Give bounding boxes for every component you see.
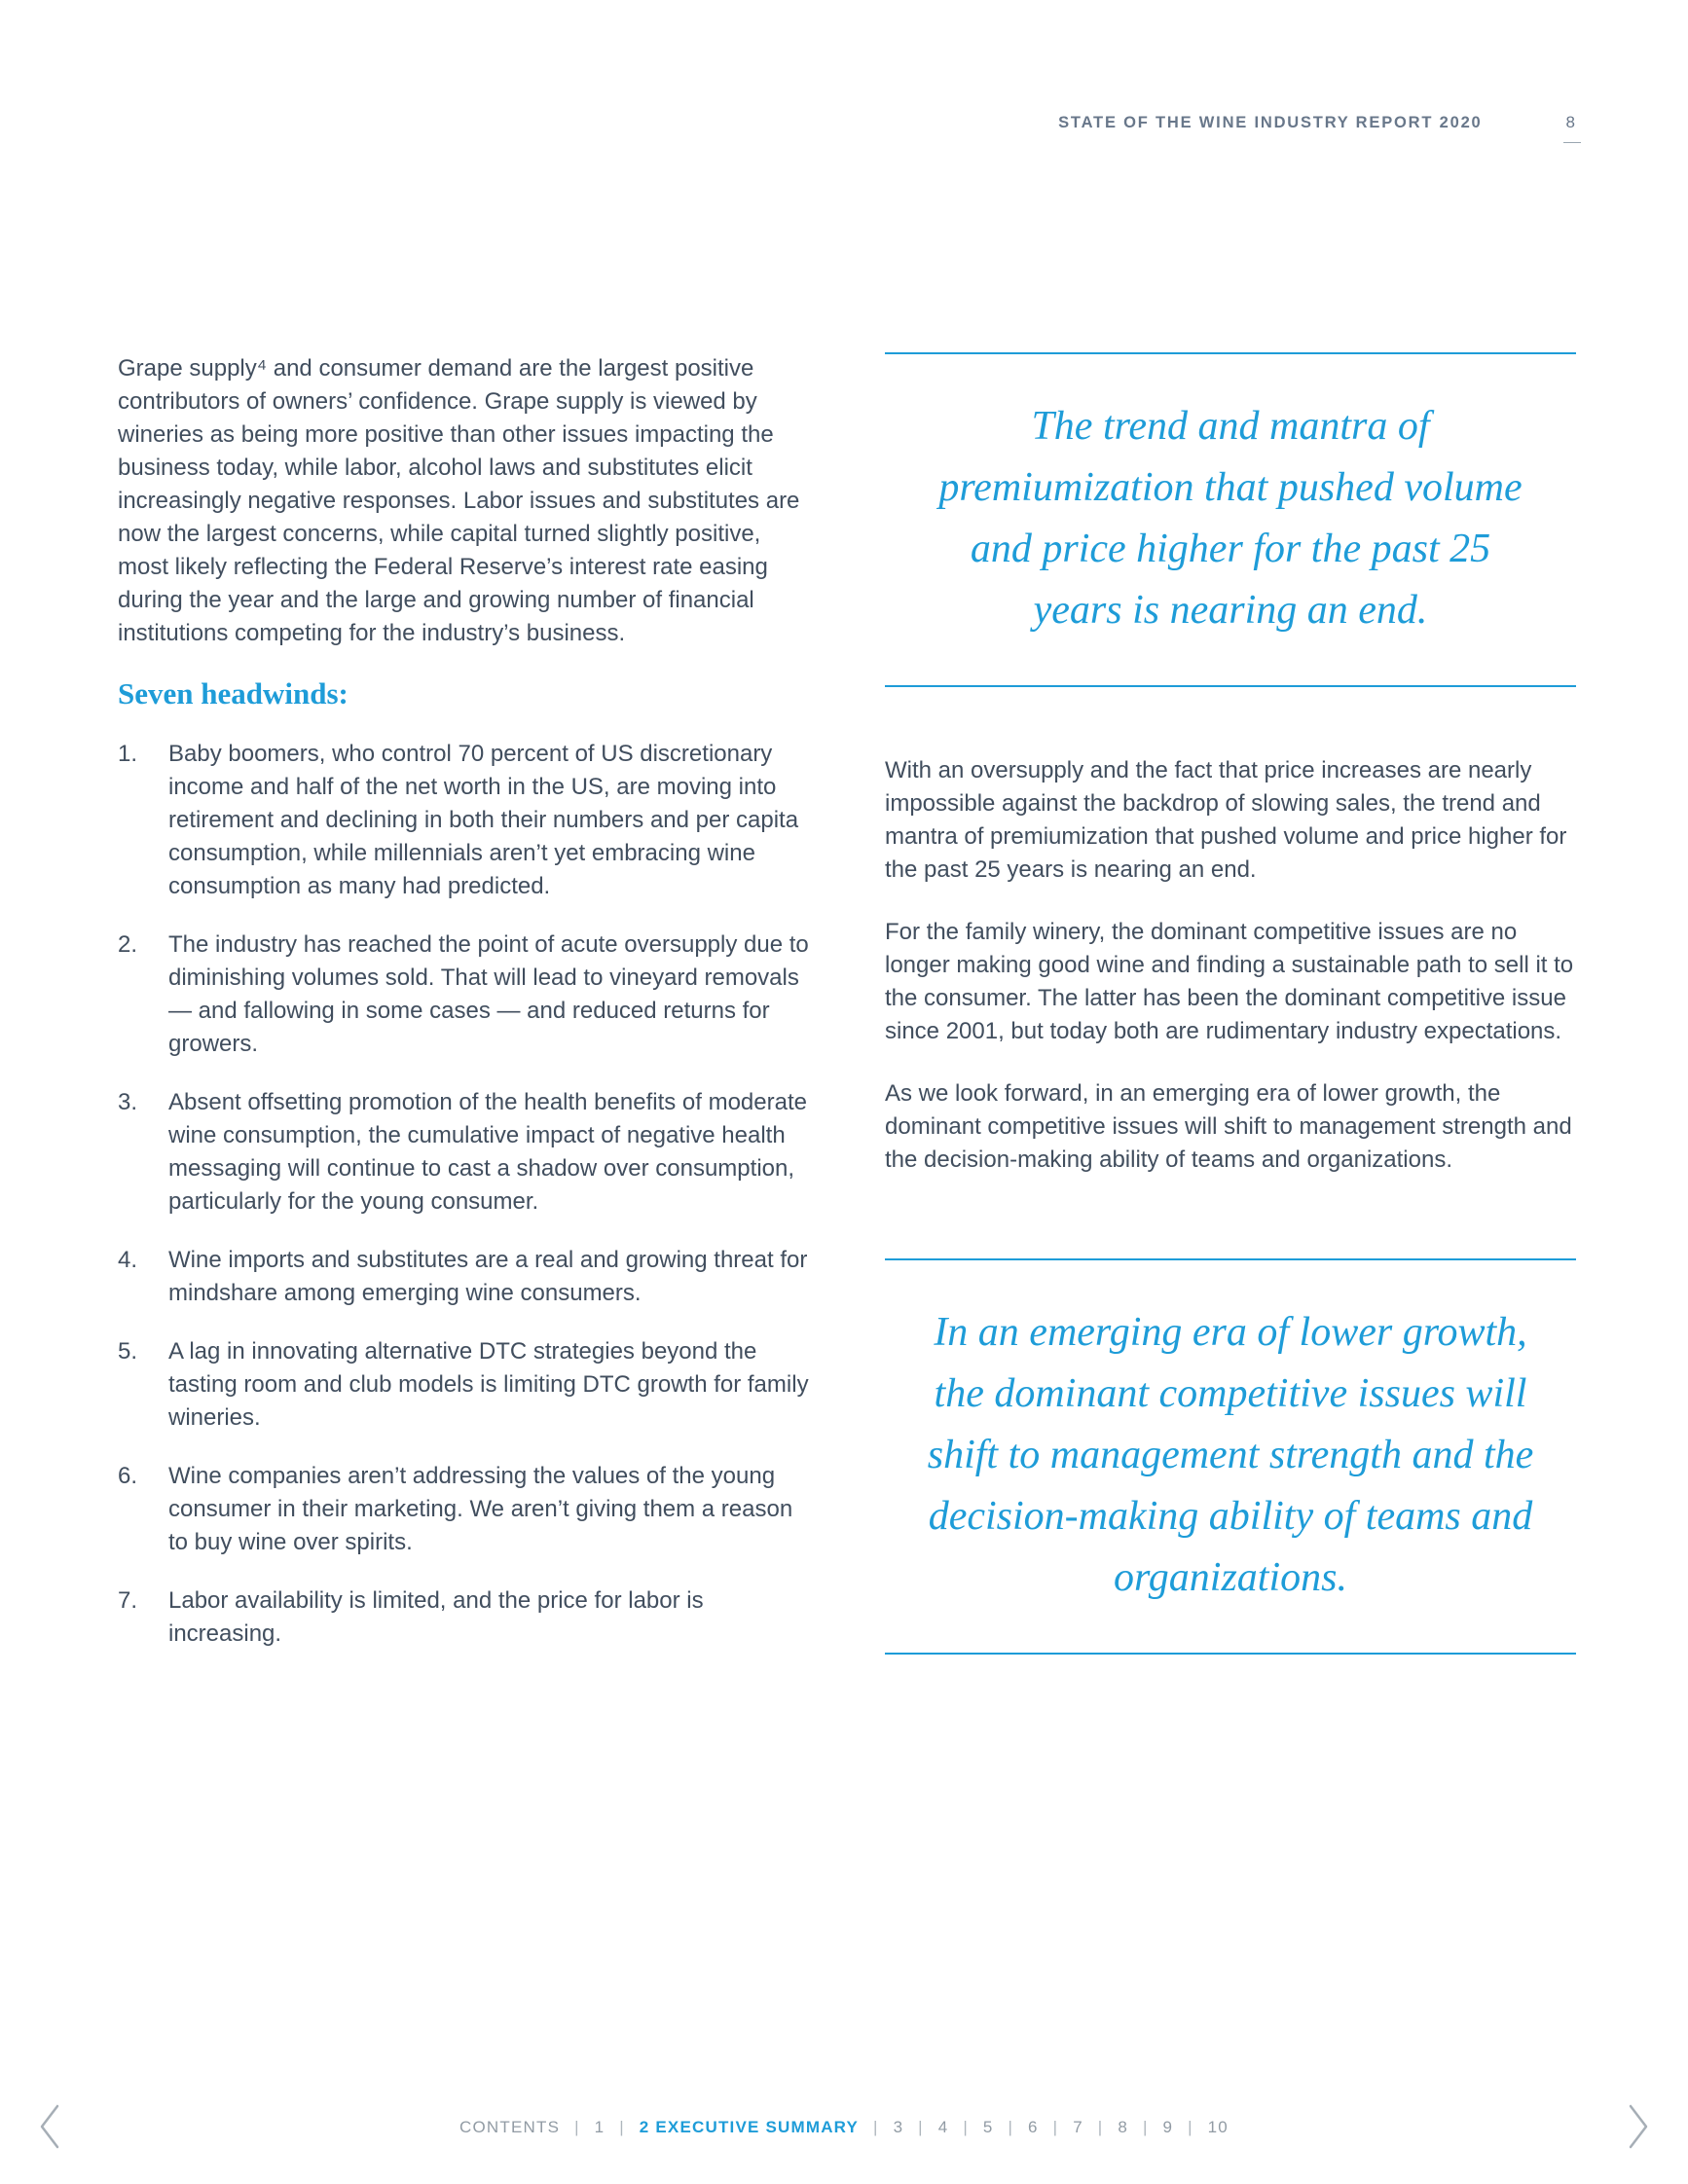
headwind-number: 3. xyxy=(118,1089,138,1115)
footer-separator: | xyxy=(1188,2118,1193,2136)
intro-paragraph: Grape supply⁴ and consumer demand are the largest positive contributors of owners’ confidence. Grape supply is viewed by wineries as being more positive than other issues impacting the business today, while labor, alcohol laws and substitutes elicit increasingly negative responses. Labor issues and substitutes are now the largest concerns, while capital turned slightly positive, most likely reflecting the Federal Reserve’s interest rate easing during the year and the large and growing number of financial institutions competing for the industry’s business. xyxy=(118,355,800,646)
headwind-item-2 xyxy=(118,928,809,1061)
footer-pagination xyxy=(0,2118,1688,2137)
headwind-text: Wine imports and substitutes are a real and growing threat for mindshare among emerging wine consumers. xyxy=(168,1247,808,1306)
footer-link-5[interactable]: 5 xyxy=(982,2118,994,2136)
headwind-item-3 xyxy=(118,1086,809,1219)
headwinds-list xyxy=(118,738,809,1651)
right-paragraph-3: As we look forward, in an emerging era of lower growth, the dominant competitive issues will shift to management strength and the decision-making ability of teams and organizations. xyxy=(885,1080,1572,1173)
page-number: 8 xyxy=(1565,113,1575,131)
headwind-text: The industry has reached the point of acute oversupply due to diminishing volumes sold. That will lead to vineyard removals — and fallowing in some cases — and reduced returns for growers. xyxy=(168,931,809,1057)
footer-separator: | xyxy=(918,2118,924,2136)
seven-headwinds-heading: Seven headwinds: xyxy=(118,676,349,710)
right-paragraph-1: With an oversupply and the fact that price increases are nearly impossible against the backdrop of slowing sales, the trend and mantra of premiumization that pushed volume and price higher for the past 25 years is nearing an end. xyxy=(885,757,1567,883)
footer-separator: | xyxy=(574,2118,580,2136)
headwind-text: Absent offsetting promotion of the health benefits of moderate wine consumption, the cumulative impact of negative health messaging will continue to cast a shadow over consumption, particularly for the young consumer. xyxy=(168,1089,807,1215)
headwind-text: Wine companies aren’t addressing the values of the young consumer in their marketing. We aren’t giving them a reason to buy wine over spirits. xyxy=(168,1463,793,1555)
page-header xyxy=(1058,113,1575,132)
pull-quote-premiumization xyxy=(885,352,1576,687)
headwind-number: 4. xyxy=(118,1247,138,1273)
pull-quote-text: In an emerging era of lower growth, the dominant competitive issues will shift to management strength and the decision-making ability of teams and organizations. xyxy=(927,1310,1534,1600)
footer-link-9[interactable]: 9 xyxy=(1162,2118,1174,2136)
footer-link-7[interactable]: 7 xyxy=(1073,2118,1083,2136)
footer-separator: | xyxy=(873,2118,879,2136)
content-columns xyxy=(118,352,1576,1676)
headwind-item-4 xyxy=(118,1244,809,1310)
footer-link-8[interactable]: 8 xyxy=(1118,2118,1128,2136)
footer-separator: | xyxy=(619,2118,625,2136)
headwind-number: 2. xyxy=(118,931,138,958)
footer-link-1[interactable]: 1 xyxy=(594,2118,605,2136)
footer-link-4[interactable]: 4 xyxy=(937,2118,949,2136)
headwind-number: 6. xyxy=(118,1463,138,1489)
footer-separator: | xyxy=(1142,2118,1149,2136)
headwind-text: Baby boomers, who control 70 percent of US discretionary income and half of the net worth in the US, are moving into retirement and declining in both their numbers and per capita consumption, while millennials aren’t yet embracing wine consumption as many had predicted. xyxy=(168,741,799,899)
right-paragraph-2: For the family winery, the dominant competitive issues are no longer making good wine and finding a sustainable path to sell it to the consumer. The latter has been the dominant competitive issue since 2001, but today both are rudimentary industry expectations. xyxy=(885,919,1574,1044)
headwind-item-5 xyxy=(118,1335,809,1435)
footer-link-2-executive-summary[interactable]: 2 EXECUTIVE SUMMARY xyxy=(639,2118,860,2136)
headwind-item-7 xyxy=(118,1584,809,1651)
footer-link-6[interactable]: 6 xyxy=(1028,2118,1039,2136)
left-column xyxy=(118,352,809,1676)
footer-separator: | xyxy=(1008,2118,1014,2136)
headwind-number: 5. xyxy=(118,1338,138,1365)
headwind-item-1 xyxy=(118,738,809,903)
next-page-chevron-icon[interactable] xyxy=(1626,2102,1651,2151)
footer-separator: | xyxy=(963,2118,969,2136)
headwind-number: 1. xyxy=(118,741,138,767)
headwind-text: Labor availability is limited, and the price for labor is increasing. xyxy=(168,1587,704,1647)
report-title: STATE OF THE WINE INDUSTRY REPORT 2020 xyxy=(1058,114,1483,131)
headwind-number: 7. xyxy=(118,1587,138,1614)
footer-separator: | xyxy=(1097,2118,1104,2136)
footer-link-10[interactable]: 10 xyxy=(1207,2118,1229,2136)
headwind-item-6 xyxy=(118,1460,809,1559)
pull-quote-text: The trend and mantra of premiumization that pushed volume and price higher for the past 25 years is nearing an end. xyxy=(938,404,1523,633)
footer-link-3[interactable]: 3 xyxy=(893,2118,904,2136)
pull-quote-lower-growth xyxy=(885,1258,1576,1655)
headwind-text: A lag in innovating alternative DTC strategies beyond the tasting room and club models is limiting DTC growth for family wineries. xyxy=(168,1338,809,1431)
right-column xyxy=(885,352,1576,1676)
footer-separator: | xyxy=(1052,2118,1059,2136)
footer-link-contents[interactable]: CONTENTS xyxy=(459,2118,561,2136)
